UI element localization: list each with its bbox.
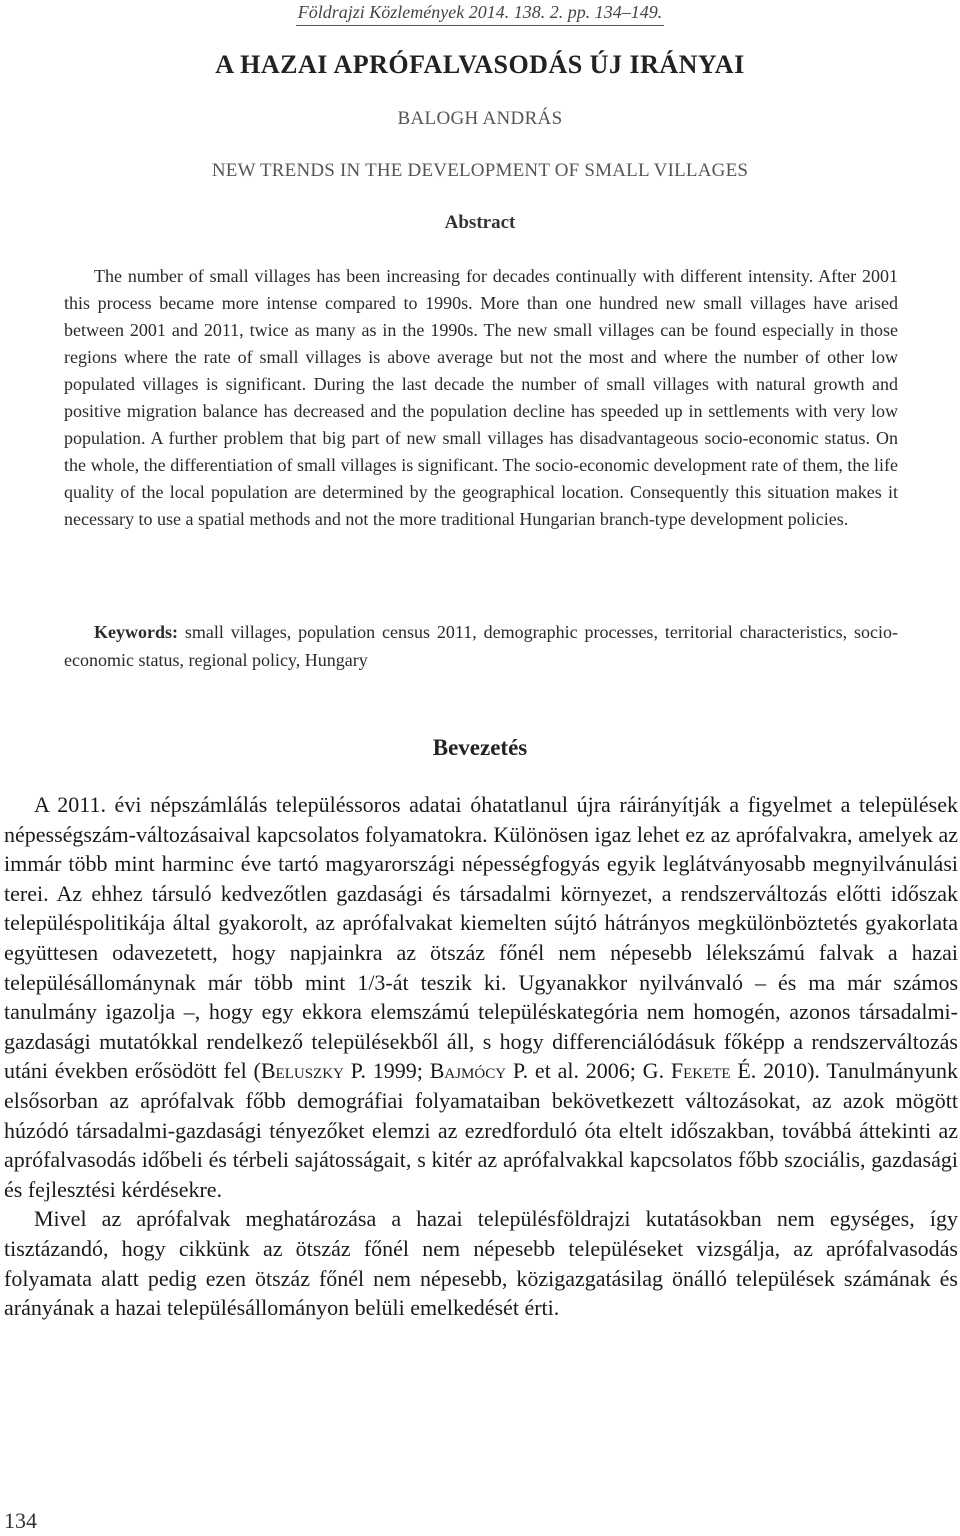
keywords-text: small villages, population census 2011, demographic processes, territorial characteristics, socio-economic status, regional policy, Hungary	[64, 622, 898, 670]
keywords-label: Keywords:	[94, 622, 178, 642]
article-author: BALOGH ANDRÁS	[397, 108, 563, 129]
article-title: A HAZAI APRÓFALVASODÁS ÚJ IRÁNYAI	[215, 50, 745, 79]
introduction-body	[4, 790, 958, 1323]
paragraph-1-text-b: É. 2010). Tanulmányunk elsősorban az aprófalvak főbb demográfiai folyamataiban bekövetkezett változásokat, az azok mögött húzódó társadalmi-gazdasági tényezőket elemzi az ezredforduló óta eltelt időszakban, továbbá áttekinti az aprófalvasodás időbeli és térbeli sajátosságait, s kitér az aprófalvakkal kapcsolatos főbb szociális, gazdasági és fejlesztési kérdésekre.	[4, 1058, 958, 1202]
section-heading-introduction: Bevezetés	[432, 735, 528, 760]
page-number: 134	[4, 1508, 37, 1533]
keywords-paragraph	[64, 618, 898, 674]
journal-reference	[0, 2, 960, 23]
reference-author-bajmocy: Bajmócy	[429, 1058, 507, 1084]
reference-1-details: P. 1999;	[343, 1058, 430, 1084]
introduction-paragraph-2: Mivel az aprófalvak meghatározása a hazai településföldrajzi kutatásokban nem egységes, így tisztázandó, hogy cikkünk az ötszáz főnél nem népesebb településeket vizsgálja, az aprófalvasodás folyamata alatt pedig ezen ötszáz főnél nem népesebb, közigazgatásilag önálló települések számának és arányának a hazai településállományon belüli emelkedését érti.	[4, 1206, 958, 1321]
paragraph-1-text-a: A 2011. évi népszámlálás településsoros adatai óhatatlanul újra ráirányítják a figyelmet a települések népességszám-változásaival kapcsolatos folyamatokra. Különösen igaz lehet ez az aprófalvakra, amelyek az immár több mint harminc éve tartó magyarországi népességfogyás egyik leglátványosabb megnyilvánulási terei. Az ehhez társuló kedvezőtlen gazdasági és társadalmi környezet, a rendszerváltozás előtti időszak településpolitikája által gyakorolt, az aprófalvakat kiemelten sújtó hátrányos megkülönböztetés gyakorlata együttesen odavezetett, hogy napjainkra az ötszáz főnél nem népesebb lélekszámú falvak a hazai településállománynak már több mint 1/3-át teszik ki. Ugyanakkor nyilvánvaló – és ma már számos tanulmány igazolja –, hogy egy ekkora elemszámú településkategória nem homogén, azonos társadalmi-gazdasági mutatókkal rendelkező településekből áll, s hogy differenciálódásuk főképp a rendszerváltozás utáni években erősödött fel (	[4, 792, 958, 1084]
journal-reference-text: Földrajzi Közlemények 2014. 138. 2. pp. 134–149.	[296, 2, 664, 26]
reference-author-beluszky: Beluszky	[260, 1058, 344, 1084]
english-title: NEW TRENDS IN THE DEVELOPMENT OF SMALL VILLAGES	[211, 160, 749, 181]
abstract-heading: Abstract	[444, 212, 516, 233]
reference-author-fekete: Fekete	[670, 1058, 731, 1084]
introduction-paragraph-1	[4, 790, 958, 1204]
reference-2-details: P. et al. 2006; G.	[506, 1058, 671, 1084]
abstract-text: The number of small villages has been increasing for decades continually with different intensity. After 2001 this process became more intense compared to 1990s. More than one hundred new small villages have arised between 2001 and 2011, twice as many as in the 1990s. The new small villages can be found especially in those regions where the rate of small villages is above average but not the most and where the number of other low populated villages is significant. During the last decade the number of small villages with natural growth and positive migration balance has decreased and the population decline has speeded up in settlements with very low population. A further problem that big part of new small villages has disadvantageous socio-economic status. On the whole, the differentiation of small villages is significant. The socio-economic development rate of them, the life quality of the local population are determined by the geographical location. Consequently this situation makes it necessary to use a spatial methods and not the more traditional Hungarian branch-type development policies.	[64, 266, 898, 529]
